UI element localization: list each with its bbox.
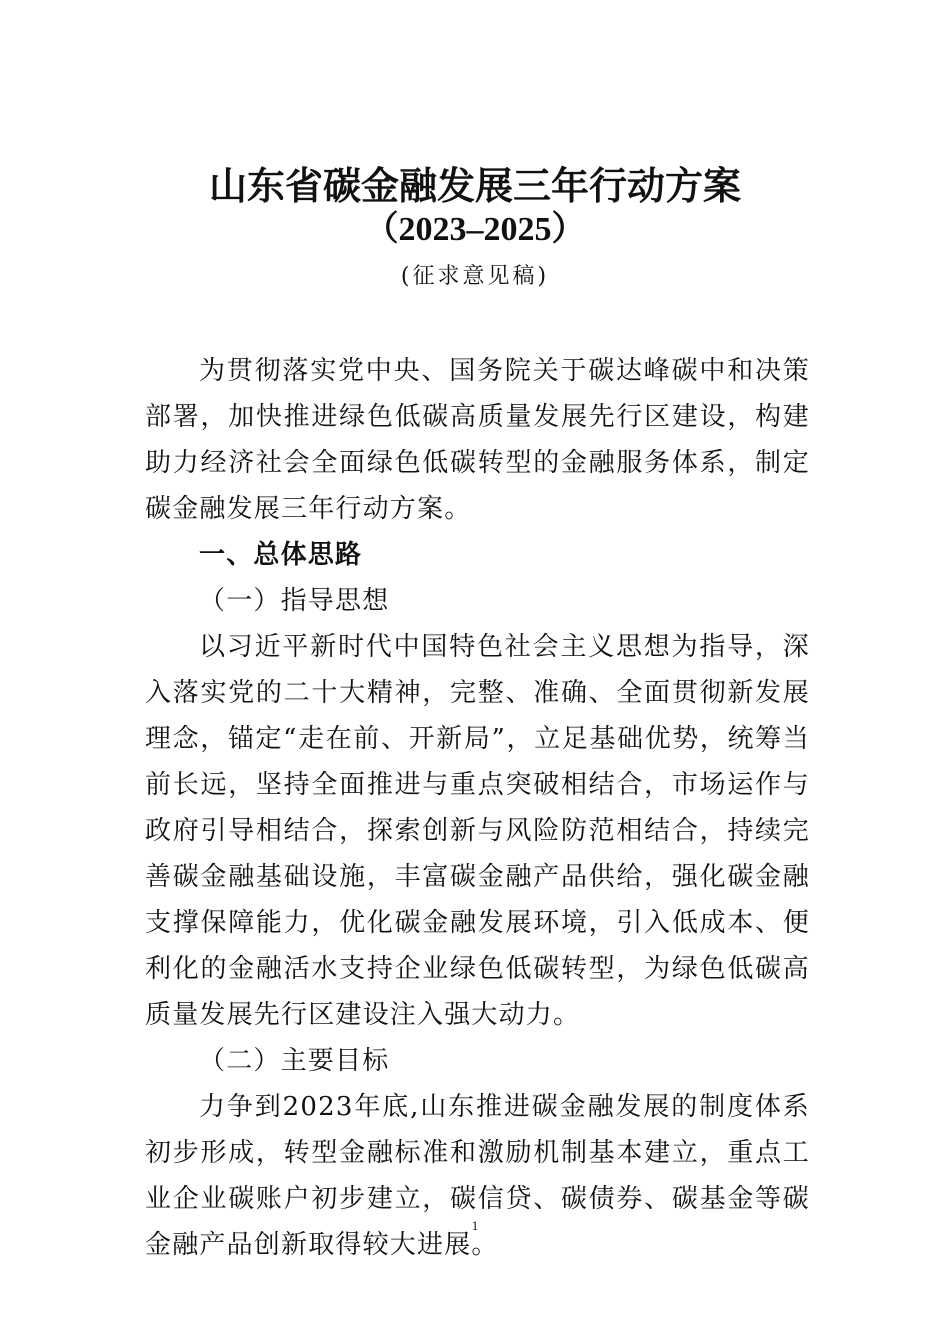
document-body (145, 348, 810, 1268)
subsection-heading-main-goals: （二）主要目标 (199, 1046, 390, 1076)
page-number: 1 (471, 1218, 479, 1233)
draft-note: (征求意见稿) (400, 264, 550, 289)
document-years: （2023–2025） (364, 211, 586, 248)
subsection-heading-guiding-ideology: （一）指导思想 (199, 586, 390, 616)
main-goals-paragraph: 力争到2023年底,山东推进碳金融发展的制度体系初步形成，转型金融标准和激励机制基本建立，重点工业企业碳账户初步建立，碳信贷、碳债券、碳基金等碳金融产品创新取得较大进展。 (145, 1092, 810, 1260)
intro-paragraph: 为贯彻落实党中央、国务院关于碳达峰碳中和决策部署，加快推进绿色低碳高质量发展先行区建设，构建助力经济社会全面绿色低碳转型的金融服务体系，制定碳金融发展三年行动方案。 (145, 356, 810, 524)
document-title: 山东省碳金融发展三年行动方案 (208, 163, 741, 208)
guiding-ideology-paragraph: 以习近平新时代中国特色社会主义思想为指导，深入落实党的二十大精神，完整、准确、全面贯彻新发展理念，锚定“走在前、开新局”，立足基础优势，统筹当前长远，坚持全面推进与重点突破相结合，市场运作与政府引导相结合，探索创新与风险防范相结合，持续完善碳金融基础设施，丰富碳金融产品供给，强化碳金融支撑保障能力，优化碳金融发展环境，引入低成本、便利化的金融活水支持企业绿色低碳转型，为绿色低碳高质量发展先行区建设注入强大动力。 (145, 632, 810, 1030)
section-heading-overall-approach: 一、总体思路 (199, 540, 363, 570)
